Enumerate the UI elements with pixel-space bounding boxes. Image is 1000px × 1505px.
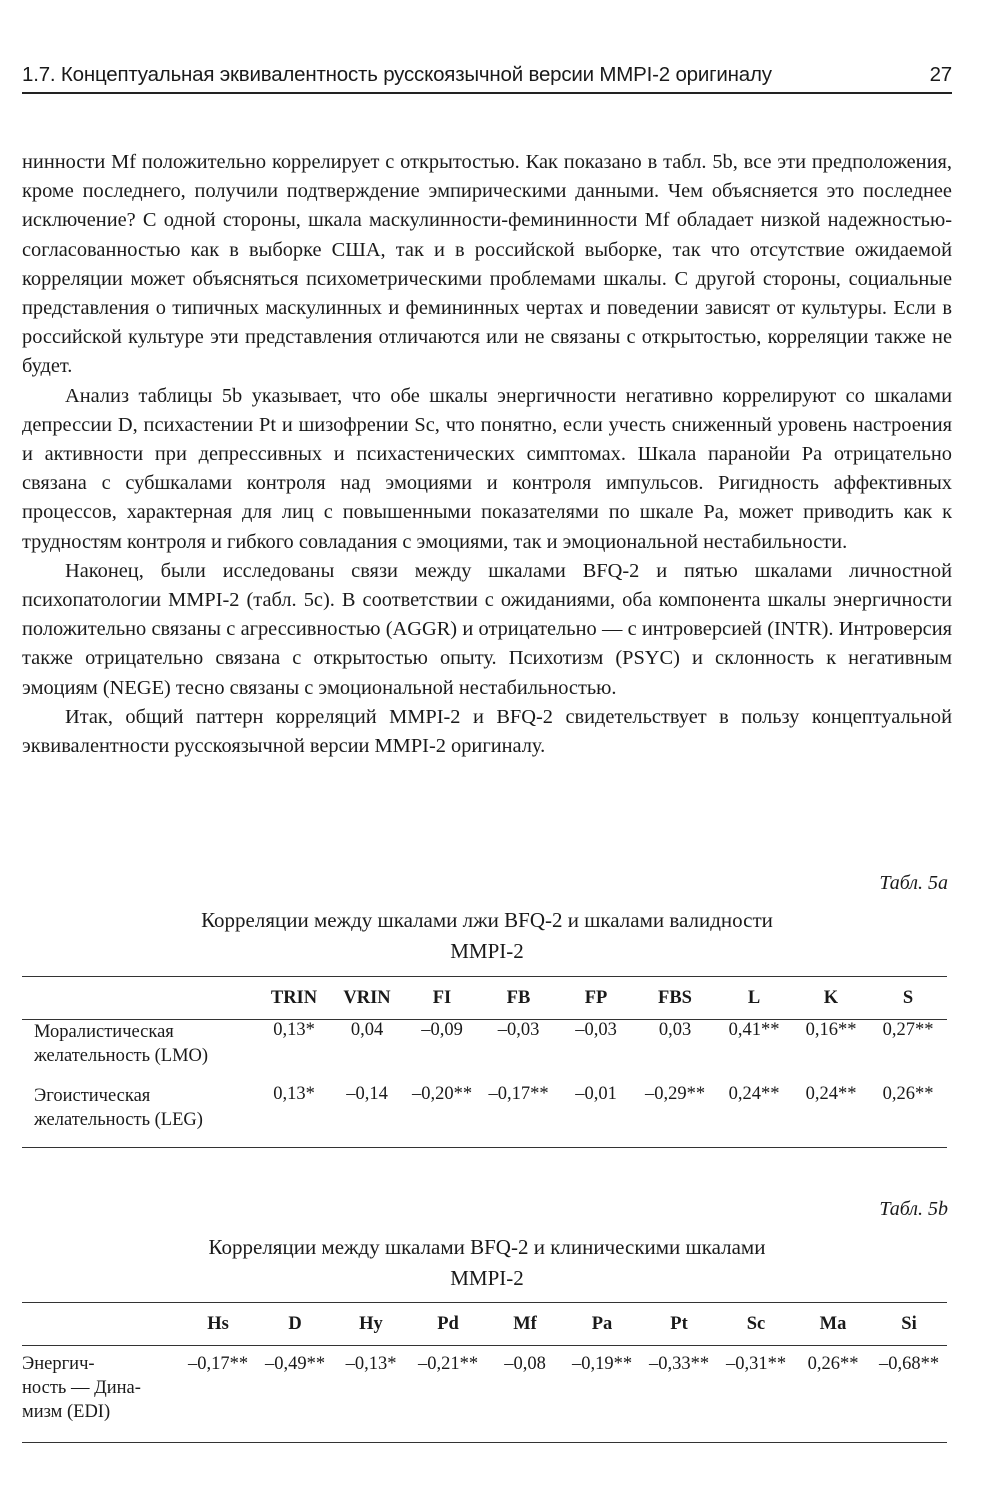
table-cell: –0,08 [504, 1354, 546, 1374]
table-cell: –0,33** [648, 1354, 710, 1374]
table-cell: 0,13* [273, 1020, 315, 1040]
table-cell: –0,19** [571, 1354, 633, 1374]
table-5b-title-line1: Корреляции между шкалами BFQ-2 и клиническими шкалами [208, 1235, 766, 1259]
table-cell: 0,04 [350, 1020, 384, 1040]
column-header: FP [584, 987, 608, 1008]
page-number: 27 [929, 63, 952, 86]
table-cell: –0,31** [725, 1354, 787, 1374]
running-title: 1.7. Концептуальная эквивалентность русскоязычной версии MMPI-2 оригиналу [22, 63, 772, 86]
paragraph: Анализ таблицы 5b указывает, что обе шкалы энергичности негативно коррелируют со шкалами депрессии D, психастении Pt и шизофрении Sc, что понятно, если учесть сниженный уровень настроения и активности при депрессивных и психастенических симптомах. Шкала паранойи Pa отрицательно связана с субшкалами контроля над эмоциями и контроля импульсов. Ригидность аффективных процессов, характерная для лиц с повышенными показателями по шкале Pa, может приводить как к трудностям контроля и гибкого совладания с эмоциями, так и эмоциональной нестабильности. [22, 384, 952, 553]
row-label-line: Энергич- [22, 1354, 95, 1374]
table-5a-title [22, 905, 952, 967]
table-cell: –0,03 [497, 1020, 540, 1040]
table-cell: 0,13* [273, 1083, 315, 1104]
table-cell: –0,29** [644, 1083, 706, 1104]
body-text [22, 148, 952, 761]
column-header: Mf [513, 1313, 537, 1334]
column-header: FB [506, 987, 531, 1008]
table-cell: 0,26** [807, 1354, 859, 1374]
paragraph: Итак, общий паттерн корреляций MMPI-2 и BFQ-2 свидетельствует в пользу концептуальной эквивалентности русскоязычной версии MMPI-2 оригиналу. [22, 705, 952, 758]
table-5a-title-line1: Корреляции между шкалами лжи BFQ-2 и шкалами валидности [201, 908, 773, 932]
paragraph: Наконец, были исследованы связи между шкалами BFQ-2 и пятью шкалами личностной психопатологии MMPI-2 (табл. 5c). В соответствии с ожиданиями, оба компонента шкалы энергичности положительно связаны с агрессивностью (AGGR) и отрицательно — с интроверсией (INTR). Интроверсия также отрицательно связана с открытостью опыту. Психотизм (PSYC) и склонность к негативным эмоциям (NEGE) тесно связаны с эмоциональной нестабильностью. [22, 559, 952, 699]
row-label-line: ность — Дина- [22, 1378, 141, 1398]
table-header-row [22, 1303, 947, 1346]
column-header: Hy [359, 1313, 383, 1334]
column-header: D [288, 1313, 302, 1334]
table-cell: 0,27** [882, 1020, 934, 1040]
table-cell: –0,09 [421, 1020, 463, 1040]
table-row [22, 1346, 947, 1443]
table-5b-title [22, 1232, 952, 1294]
table-5b [22, 1302, 947, 1443]
column-header-empty [22, 977, 258, 1020]
column-header: VRIN [343, 987, 391, 1008]
column-header: K [823, 987, 839, 1008]
paragraph: нинности Mf положительно коррелирует с открытостью. Как показано в табл. 5b, все эти предположения, кроме последнего, получили подтверждение эмпирическими данными. Чем объясняется это последнее исключение? С одной стороны, шкала маскулинности-фемининности Mf обладает низкой надежностью-согласованностью как в выборке США, так и в российской выборке, так что отсутствие ожидаемой корреляции может объясняться психометрическими проблемами шкалы. С другой стороны, социальные представления о типичных маскулинных и фемининных чертах и поведении зависят от культуры. Если в российской культуре эти представления отличаются или не связаны с открытостью, корреляции также не будет. [22, 151, 952, 378]
table-cell: 0,16** [805, 1020, 857, 1040]
row-label [22, 1020, 258, 1084]
table-5a-label: Табл. 5а [879, 872, 948, 894]
table-cell: –0,13* [345, 1354, 397, 1374]
column-header: FI [432, 987, 452, 1008]
column-header-empty [22, 1303, 179, 1346]
row-label-line: Эгоистическая [34, 1085, 151, 1106]
row-label-line: мизм (EDI) [22, 1402, 111, 1422]
table-5b-title-line2: MMPI-2 [450, 1266, 524, 1290]
column-header: Ma [819, 1313, 847, 1334]
table-5a [22, 976, 947, 1148]
table-cell: –0,17** [187, 1354, 249, 1374]
row-label-line: Моралистическая [34, 1022, 174, 1042]
table-row [22, 1084, 947, 1148]
running-header [22, 60, 952, 94]
table-header-row [22, 977, 947, 1020]
table-cell: –0,49** [264, 1354, 326, 1374]
table-cell: 0,03 [658, 1020, 692, 1040]
column-header: Pt [670, 1313, 688, 1334]
column-header: Si [901, 1313, 917, 1334]
row-label-line: желательность (LMO) [34, 1046, 209, 1066]
table-row [22, 1020, 947, 1084]
table-cell: –0,17** [488, 1083, 549, 1104]
table-cell: 0,41** [728, 1020, 780, 1040]
table-cell: –0,01 [575, 1083, 617, 1104]
table-cell: –0,68** [878, 1354, 940, 1374]
column-header: Hs [207, 1313, 229, 1334]
table-cell: 0,24** [728, 1083, 780, 1104]
table-cell: –0,03 [575, 1020, 617, 1040]
table-cell: –0,20** [411, 1083, 473, 1104]
table-cell: –0,21** [417, 1354, 479, 1374]
column-header: FBS [658, 987, 692, 1008]
table-cell: 0,24** [805, 1083, 857, 1104]
column-header: S [902, 987, 914, 1008]
table-5a-title-line2: MMPI-2 [450, 939, 524, 963]
column-header: Pd [437, 1313, 459, 1334]
table-cell: –0,14 [346, 1083, 388, 1104]
row-label-line: желательность (LEG) [34, 1109, 203, 1130]
row-label [22, 1346, 179, 1443]
column-header: Sc [746, 1313, 766, 1334]
table-cell: 0,26** [882, 1083, 934, 1104]
table-5b-label: Табл. 5b [879, 1198, 948, 1220]
column-header: L [747, 987, 761, 1008]
column-header: TRIN [270, 987, 318, 1008]
column-header: Pa [591, 1313, 613, 1334]
row-label [22, 1084, 258, 1148]
